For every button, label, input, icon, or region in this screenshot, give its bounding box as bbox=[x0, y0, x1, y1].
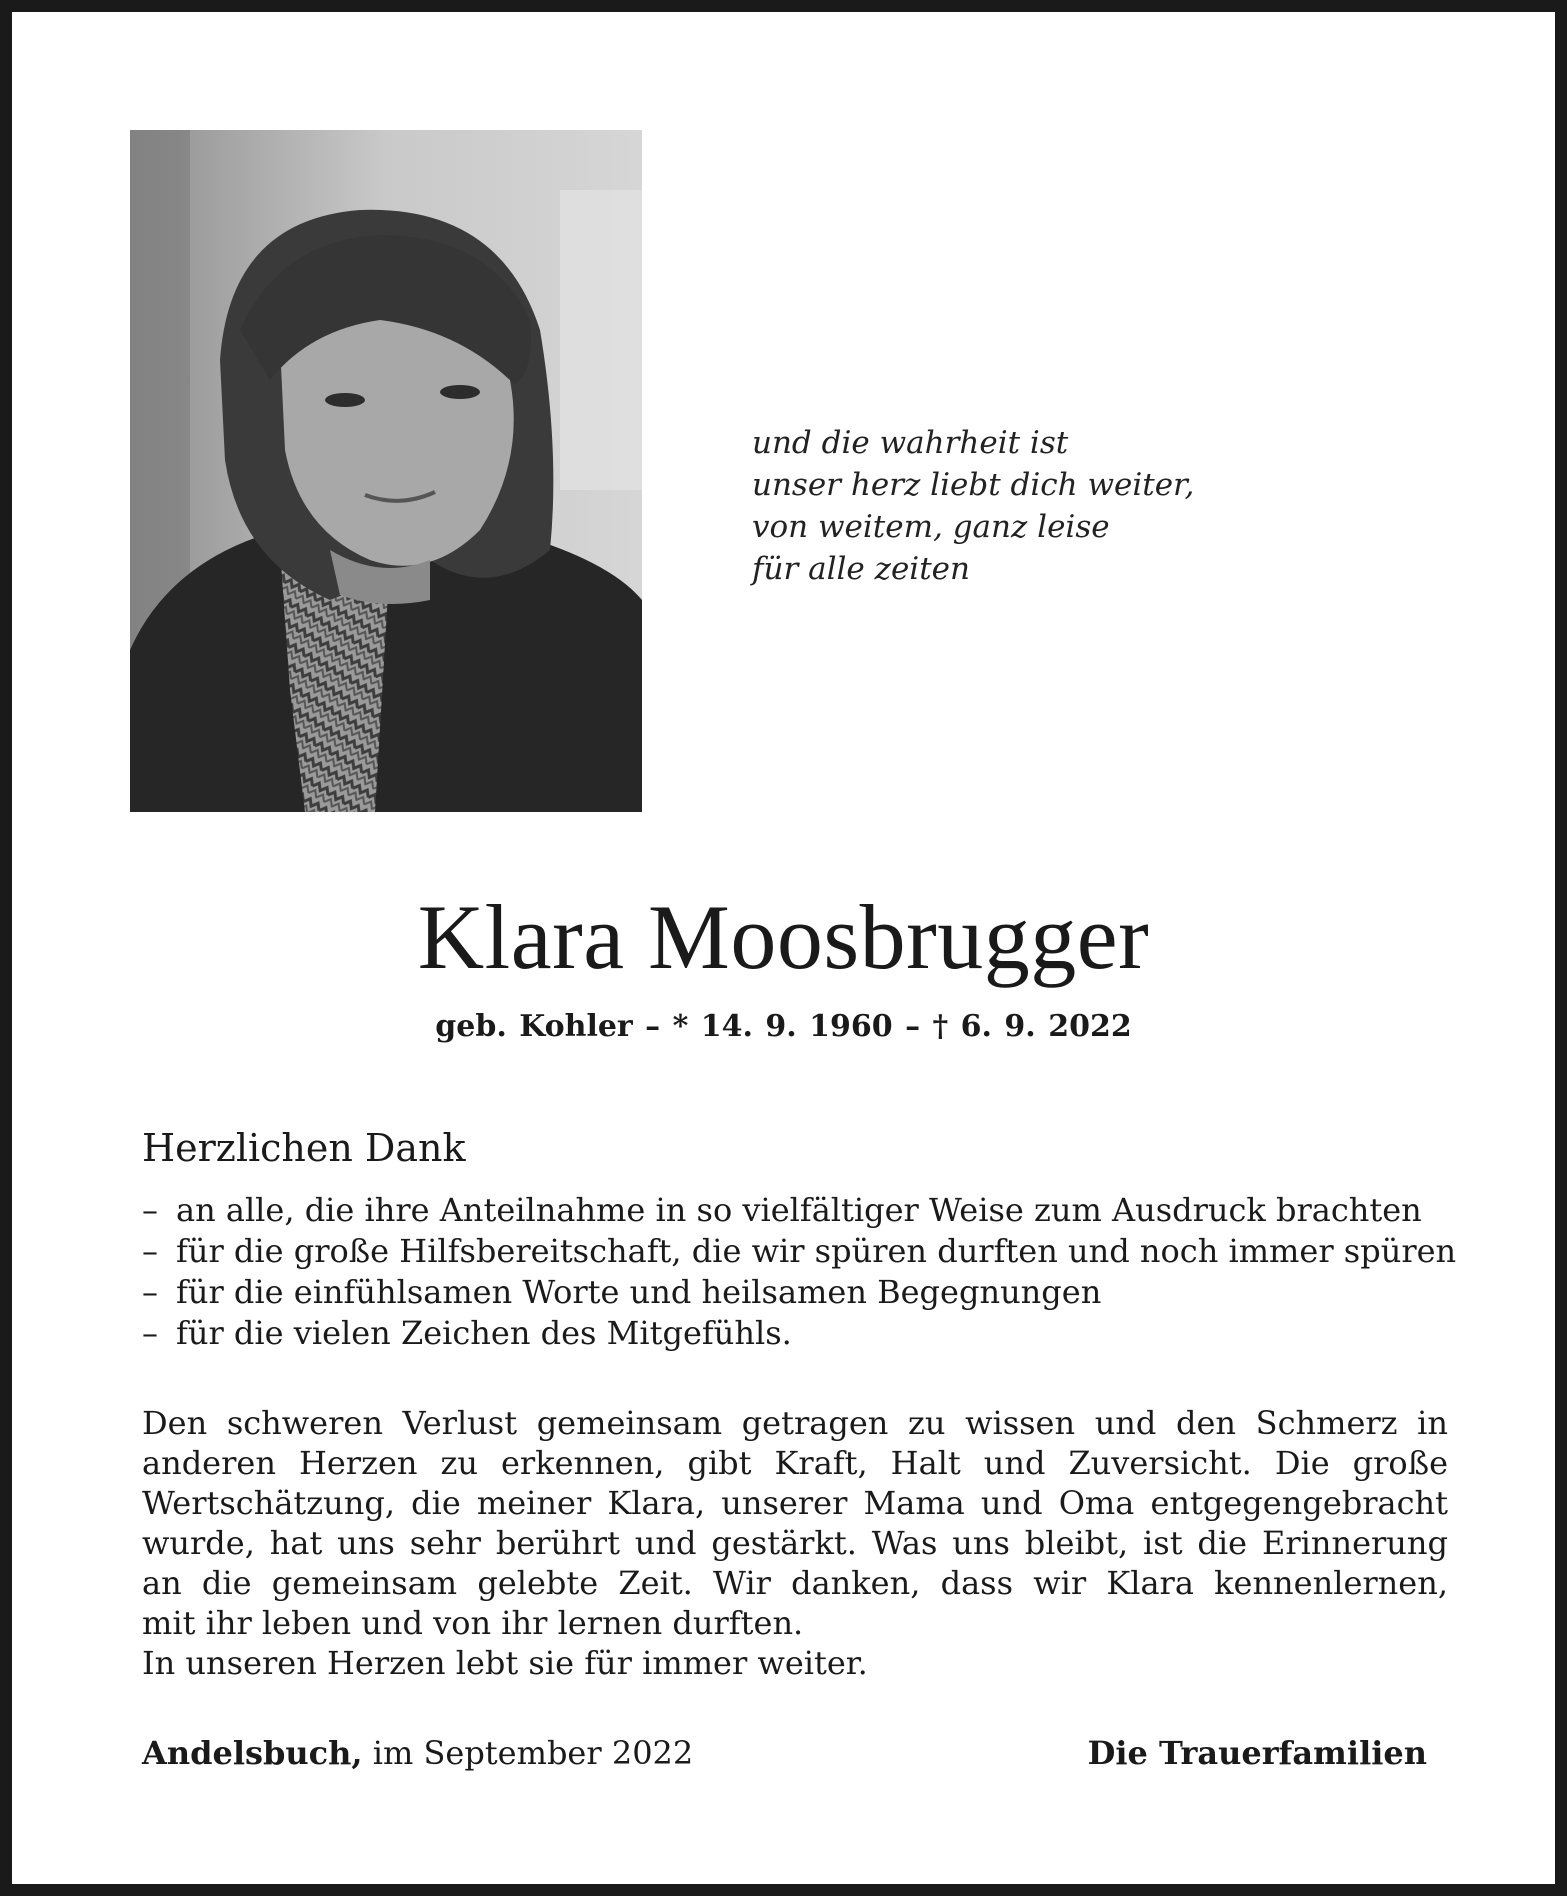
list-item bbox=[142, 1231, 1462, 1272]
message-line: wurde, hat uns sehr berührt und gestärkt. Was uns bleibt, ist die Erinnerung bbox=[142, 1524, 1448, 1562]
list-item-text: für die einfühlsamen Worte und heilsamen Begegnungen bbox=[176, 1273, 1102, 1311]
birth-death-line: geb. Kohler – * 14. 9. 1960 – † 6. 9. 2022 bbox=[435, 1009, 1132, 1044]
message-line: In unseren Herzen lebt sie für immer weiter. bbox=[142, 1644, 868, 1682]
place-date bbox=[142, 1732, 693, 1774]
dash-bullet: – bbox=[142, 1273, 158, 1311]
message-line: mit ihr leben und von ihr lernen durften. bbox=[142, 1604, 804, 1642]
portrait-photo bbox=[130, 130, 642, 812]
message-line: an die gemeinsam gelebte Zeit. Wir danken, dass wir Klara kennenlernen, bbox=[142, 1564, 1448, 1602]
list-item bbox=[142, 1272, 1462, 1313]
quote-line: für alle zeiten bbox=[752, 551, 970, 587]
quote-line: und die wahrheit ist bbox=[752, 425, 1069, 461]
signature: Die Trauerfamilien bbox=[1087, 1734, 1427, 1772]
dash-bullet: – bbox=[142, 1232, 158, 1270]
list-item-text: an alle, die ihre Anteilnahme in so vielfältiger Weise zum Ausdruck brachten bbox=[176, 1191, 1422, 1229]
dash-bullet: – bbox=[142, 1191, 158, 1229]
thanks-heading: Herzlichen Dank bbox=[142, 1126, 466, 1170]
list-item-text: für die große Hilfsbereitschaft, die wir spüren durften und noch immer spüren bbox=[176, 1232, 1457, 1270]
message-paragraph bbox=[142, 1403, 1448, 1683]
quote-line: von weitem, ganz leise bbox=[752, 509, 1110, 545]
message-line: Den schweren Verlust gemeinsam getragen zu wissen und den Schmerz in bbox=[142, 1404, 1448, 1442]
place: Andelsbuch, bbox=[142, 1734, 363, 1772]
date: im September 2022 bbox=[372, 1734, 694, 1772]
deceased-name: Klara Moosbrugger bbox=[417, 886, 1150, 988]
list-item-text: für die vielen Zeichen des Mitgefühls. bbox=[176, 1314, 792, 1352]
dash-bullet: – bbox=[142, 1314, 158, 1352]
portrait-image bbox=[130, 130, 642, 812]
quote-line: unser herz liebt dich weiter, bbox=[752, 467, 1195, 503]
list-item bbox=[142, 1190, 1462, 1231]
message-line: Wertschätzung, die meiner Klara, unserer Mama und Oma entgegengebracht bbox=[142, 1484, 1448, 1522]
memorial-quote bbox=[752, 422, 1452, 590]
thanks-list bbox=[142, 1190, 1462, 1354]
list-item bbox=[142, 1313, 1462, 1354]
message-line: anderen Herzen zu erkennen, gibt Kraft, Halt und Zuversicht. Die große bbox=[142, 1444, 1448, 1482]
